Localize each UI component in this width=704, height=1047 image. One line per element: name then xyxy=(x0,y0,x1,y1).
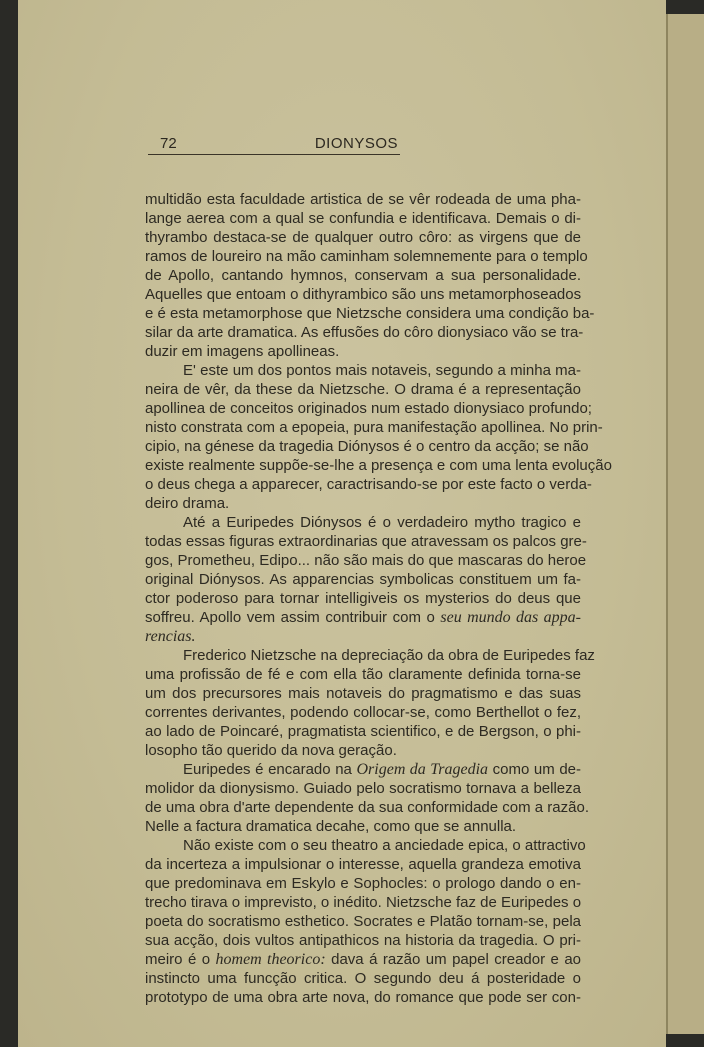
line-text: existe realmente suppõe-se-lhe a presença e com uma lenta evolução xyxy=(145,457,612,474)
text-line xyxy=(145,874,581,893)
text-line xyxy=(145,589,581,608)
text-line xyxy=(145,361,581,380)
text-line xyxy=(145,665,581,684)
line-text: ramos de loureiro na mão caminham solemnemente para o templo xyxy=(145,248,588,265)
text-line xyxy=(145,323,584,342)
line-text: neira de vêr, da these da Nietzsche. O drama é a representação xyxy=(145,381,581,398)
line-text: instincto uma funcção critica. O segundo deu á posteridade o xyxy=(145,970,581,987)
italic-phrase: Origem da Tragedia xyxy=(356,761,489,778)
line-text-after: dava á razão um papel creador e ao xyxy=(325,951,581,968)
text-line xyxy=(145,209,581,228)
italic-phrase: rencias. xyxy=(145,628,196,645)
line-text: todas essas figuras extraordinarias que atravessam os palcos gre- xyxy=(145,533,587,550)
text-line xyxy=(145,779,581,798)
text-line xyxy=(145,456,612,475)
page-number: 72 xyxy=(160,135,177,152)
line-text: Não existe com o seu theatro a anciedade epica, o attractivo xyxy=(183,837,586,854)
text-line xyxy=(145,266,581,285)
italic-phrase: seu mundo das appa- xyxy=(440,609,581,626)
text-line xyxy=(145,931,581,950)
line-text: poeta do socratismo esthetico. Socrates e Platão tornam-se, pela xyxy=(145,913,581,930)
line-text: losopho tão querido da nova geração. xyxy=(145,742,397,759)
text-line xyxy=(145,399,592,418)
text-line xyxy=(145,646,595,665)
text-line xyxy=(145,703,581,722)
text-line xyxy=(145,988,581,1007)
line-text: Aquelles que entoam o dithyrambico são uns metamorphoseados xyxy=(145,286,582,303)
text-line xyxy=(145,855,581,874)
text-line xyxy=(145,836,586,855)
line-text: um dos precursores mais notaveis do pragmatismo e das suas xyxy=(145,685,581,702)
line-text: da incerteza a impulsionar o interesse, aquella grandeza emotiva xyxy=(145,856,581,873)
line-text: Euripedes é encarado na xyxy=(183,761,357,778)
line-text: E' este um dos pontos mais notaveis, segundo a minha ma- xyxy=(183,362,581,379)
body-text xyxy=(145,190,612,1007)
line-text: nisto constrata com a epopeia, pura manifestação apollinea. No prin- xyxy=(145,419,603,436)
line-text: cipio, na génese da tragedia Diónysos é o centro da acção; se não xyxy=(145,438,589,455)
text-line xyxy=(145,475,592,494)
text-line xyxy=(145,247,588,266)
text-line xyxy=(145,950,581,969)
line-text: correntes derivantes, podendo collocar-se, como Berthellot o fez, xyxy=(145,704,581,721)
text-line xyxy=(145,532,587,551)
line-text: thyrambo destaca-se de qualquer outro côro: as virgens que de xyxy=(145,229,581,246)
text-line xyxy=(145,285,581,304)
line-text: gos, Prometheu, Edipo... não são mais do que mascaras do heroe xyxy=(145,552,587,569)
line-text: molidor da dionysismo. Guiado pelo socratismo tornava a belleza xyxy=(145,780,581,797)
text-line xyxy=(145,912,581,931)
line-text: sua acção, dois vultos antipathicos na historia da tragedia. O pri- xyxy=(145,932,581,949)
text-line xyxy=(145,304,595,323)
text-line xyxy=(145,513,581,532)
line-text: de uma obra d'arte dependente da sua conformidade com a razão. xyxy=(145,799,589,816)
line-text: apollinea de conceitos originados num estado dionysiaco profundo; xyxy=(145,400,592,417)
line-text: soffreu. Apollo vem assim contribuir com o xyxy=(145,609,441,626)
line-text: lange aerea com a qual se confundia e identificava. Demais o di- xyxy=(145,210,581,227)
text-line xyxy=(145,437,589,456)
line-text: silar da arte dramatica. As effusões do côro dionysiaco vão se tra- xyxy=(145,324,584,341)
text-line xyxy=(145,760,581,779)
page-header xyxy=(148,134,400,155)
line-text: e é esta metamorphose que Nietzsche considera uma condição ba- xyxy=(145,305,595,322)
text-line xyxy=(145,893,581,912)
line-text: Até a Euripedes Diónysos é o verdadeiro mytho tragico e xyxy=(183,514,581,531)
text-line xyxy=(145,627,581,646)
italic-phrase: homem theorico: xyxy=(215,951,326,968)
line-text: ctor poderoso para tornar intelligiveis os mysterios do deus que xyxy=(145,590,581,607)
text-line xyxy=(145,228,581,247)
line-text: meiro é o xyxy=(145,951,216,968)
text-line xyxy=(145,570,581,589)
text-line xyxy=(145,551,587,570)
line-text: deiro drama. xyxy=(145,495,230,512)
line-text: o deus chega a apparecer, caractrisando-se por este facto o verda- xyxy=(145,476,592,493)
line-text: multidão esta faculdade artistica de se vêr rodeada de uma pha- xyxy=(145,191,581,208)
running-title: DIONYSOS xyxy=(314,135,398,152)
text-line xyxy=(145,684,581,703)
text-line xyxy=(145,969,581,988)
line-text-after: como um de- xyxy=(488,761,582,778)
text-line xyxy=(145,608,581,627)
text-line xyxy=(145,342,581,361)
line-text: original Diónysos. As apparencias symbolicas constituem um fa- xyxy=(145,571,581,588)
line-text: duzir em imagens apollineas. xyxy=(145,343,340,360)
text-line xyxy=(145,418,603,437)
adjacent-page-edge xyxy=(666,14,704,1034)
text-line xyxy=(145,722,581,741)
line-text: Frederico Nietzsche na depreciação da obra de Euripedes faz xyxy=(183,647,595,664)
text-line xyxy=(145,798,589,817)
line-text: prototypo de uma obra arte nova, do romance que pode ser con- xyxy=(145,989,581,1006)
line-text: que predominava em Eskylo e Sophocles: o prologo dando o en- xyxy=(145,875,581,892)
text-line xyxy=(145,817,581,836)
text-line xyxy=(145,190,581,209)
text-line xyxy=(145,741,581,760)
line-text: Nelle a factura dramatica decahe, como que se annulla. xyxy=(145,818,517,835)
line-text: de Apollo, cantando hymnos, conservam a sua personalidade. xyxy=(145,267,581,284)
line-text: ao lado de Poincaré, pragmatista scientifico, e de Bergson, o phi- xyxy=(145,723,581,740)
line-text: uma profissão de fé e com ella tão claramente definida torna-se xyxy=(145,666,581,683)
text-line xyxy=(145,380,581,399)
text-line xyxy=(145,494,581,513)
line-text: trecho tirava o imprevisto, o inédito. Nietzsche faz de Euripedes o xyxy=(145,894,582,911)
